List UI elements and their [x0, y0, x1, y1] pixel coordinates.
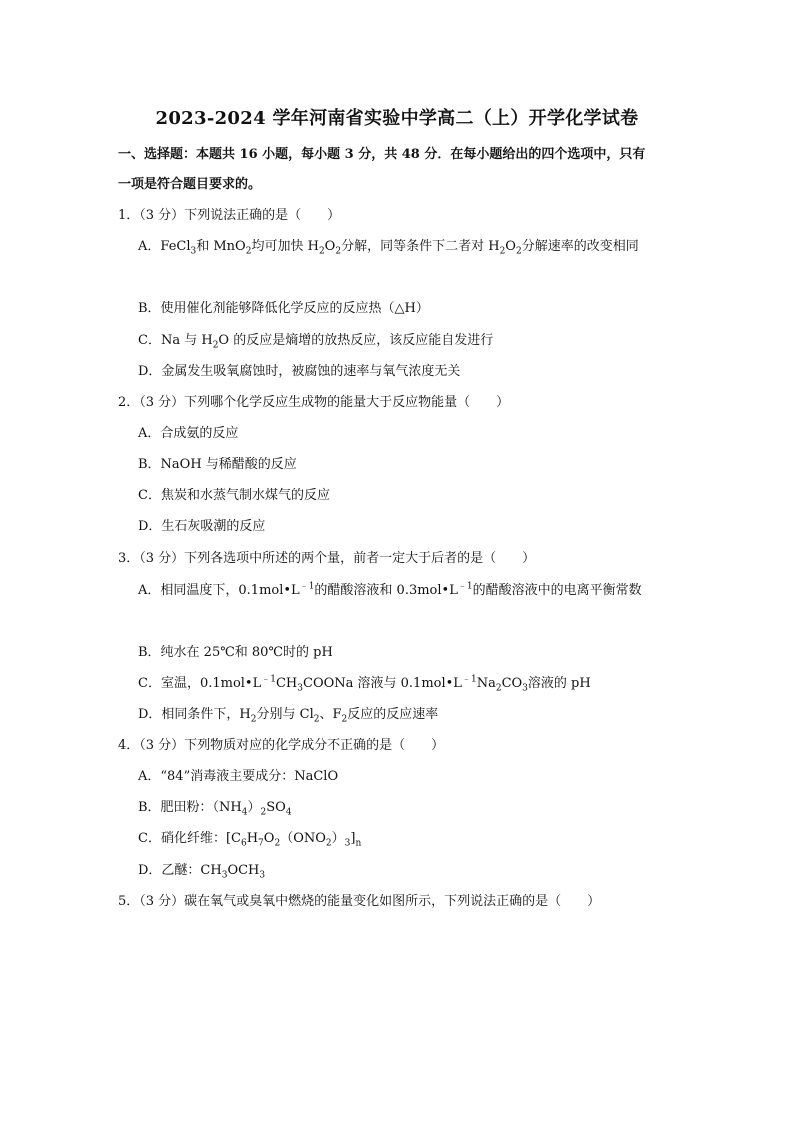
q4-stem: 4．（3 分）下列物质对应的化学成分不正确的是（ ）: [118, 738, 445, 753]
page-title: 2023-2024 学年河南省实验中学高二（上）开学化学试卷: [155, 108, 639, 129]
q2-option-c: C．焦炭和水蒸气制水煤气的反应: [138, 488, 330, 503]
q3-option-c: C．室温，$0.1mol•L^{﹣1}CH_3COONa$ 溶液与 $0.1mol•L^{﹣1}Na_2CO_3$溶液的 pH: [138, 674, 591, 694]
section-instructions-line2: 一项是符合题目要求的。: [118, 177, 262, 192]
q3-option-d: D．相同条件下，$H_2$分别与 $Cl_2$、$F_2$反应的反应速率: [138, 707, 439, 725]
q2-option-d: D．生石灰吸潮的反应: [138, 519, 266, 534]
q2-option-a: A．合成氨的反应: [138, 426, 239, 441]
q3-option-b: B．纯水在 25℃和 80℃时的 pH: [138, 645, 333, 660]
q1-option-c: C．Na 与 $H_2O$ 的反应是熵增的放热反应，该反应能自发进行: [138, 333, 494, 351]
q1-stem: 1．（3 分）下列说法正确的是（ ）: [118, 208, 341, 223]
q3-option-a: A．相同温度下，$0.1mol•L^{﹣1}$的醋酸溶液和 $0.3mol•L^{﹣1}$的醋酸溶液中的电离平衡常数: [138, 581, 642, 598]
q3-stem: 3．（3 分）下列各选项中所述的两个量，前者一定大于后者的是（ ）: [118, 551, 536, 566]
q5-stem: 5．（3 分）碳在氧气或臭氧中燃烧的能量变化如图所示，下列说法正确的是（ ）: [118, 894, 601, 909]
q4-option-c: C．硝化纤维：$[C_6H_7O_2(ONO_2)_3]_n$: [138, 831, 362, 849]
q1-option-a: A．FeCl$_3$和 MnO$_2$均可加快 $H_2O_2$分解，同等条件下二者对 $H_2O_2$分解速率的改变相同: [138, 239, 639, 257]
q4-option-a: A．“84”消毒液主要成分：NaClO: [138, 769, 339, 784]
q2-option-b: B．NaOH 与稀醋酸的反应: [138, 457, 297, 472]
q4-option-d: D．乙醚：$CH_3OCH_3$: [138, 863, 266, 881]
section-instructions-line1: 一、选择题：本题共 16 小题，每小题 3 分，共 48 分．在每小题给出的四个选项中，只有: [118, 147, 646, 162]
q1-option-d: D．金属发生吸氧腐蚀时，被腐蚀的速率与氧气浓度无关: [138, 364, 461, 379]
q1-option-b: B．使用催化剂能够降低化学反应的反应热（△H）: [138, 301, 429, 316]
q4-option-b: B．肥田粉：$(NH_4)_2SO_4$: [138, 800, 292, 818]
q2-stem: 2．（3 分）下列哪个化学反应生成物的能量大于反应物能量（ ）: [118, 395, 510, 410]
